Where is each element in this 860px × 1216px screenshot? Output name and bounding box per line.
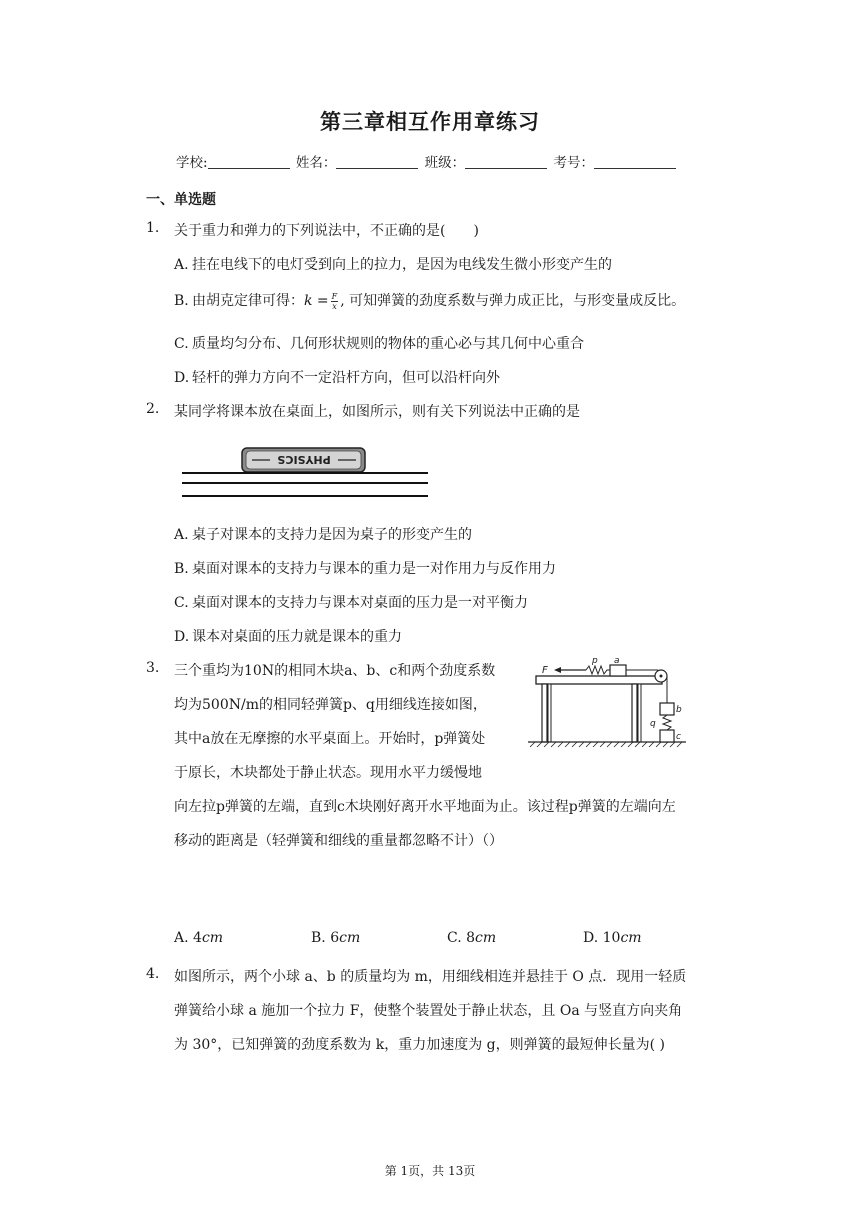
q2-book-figure (180, 444, 430, 500)
q3-line-4: 于原长，木块都处于静止状态。现用水平力缓慢地 (174, 765, 482, 781)
q3-option-b-unit: cm (339, 930, 361, 946)
q3-option-c-unit: cm (475, 930, 497, 946)
school-blank[interactable] (208, 154, 290, 169)
name-blank[interactable] (336, 154, 418, 169)
table-leg-left (542, 684, 547, 742)
label-b: b (676, 705, 682, 715)
spring-p (586, 666, 610, 674)
pulley-axle (660, 675, 663, 678)
q3-line-2: 均为500N/m的相同轻弹簧p、q用细线连接如图， (174, 697, 487, 713)
ground-hatch (530, 742, 682, 747)
class-label: 班级： (424, 155, 466, 171)
book-title-text: PHYSICS (277, 453, 331, 466)
q1-option-d-text: 轻杆的弹力方向不一定沿杆方向，但可以沿杆向外 (192, 370, 500, 386)
block-c (660, 730, 674, 742)
q2-option-a-text: 桌子对课本的支持力是因为桌子的形变产生的 (192, 527, 472, 543)
q1-stem: 关于重力和弹力的下列说法中，不正确的是( ) (174, 223, 479, 239)
page-title: 第三章相互作用章练习 (320, 110, 540, 134)
q2-option-a: A. 桌子对课本的支持力是因为桌子的形变产生的 (174, 527, 472, 543)
q1-option-b-pre: 由胡克定律可得： (192, 293, 304, 309)
q2-option-d: D. 课本对桌面的压力就是课本的重力 (174, 629, 402, 645)
q3-option-a: A. 4cm (174, 930, 224, 946)
q1-formula-lhs: k = (304, 293, 329, 309)
q1-option-c-text: 质量均匀分布、几何形状规则的物体的重心必与其几何中心重合 (192, 336, 584, 352)
q3-option-a-unit: cm (201, 930, 224, 946)
q3-line-3: 其中a放在无摩擦的水平桌面上。开始时，p弹簧处 (174, 731, 486, 747)
label-p: p (592, 656, 598, 666)
q2-stem: 某同学将课本放在桌面上，如图所示，则有关下列说法中正确的是 (174, 404, 580, 420)
q3-line-1: 三个重均为10N的相同木块a、b、c和两个劲度系数 (174, 663, 496, 679)
page-footer: 第 1页，共 13页 (384, 1164, 476, 1178)
table-top (536, 676, 662, 684)
q2-number: 2. (146, 401, 160, 417)
exam-no-blank[interactable] (594, 154, 676, 169)
label-c: c (676, 732, 681, 742)
q3-option-c-num: 8 (466, 930, 476, 946)
q1-formula-fraction (331, 292, 339, 311)
section-heading: 一、单选题 (146, 192, 216, 208)
q3-line-6: 移动的距离是（轻弹簧和细线的重量都忽略不计）（） (174, 833, 503, 849)
student-info-row (176, 151, 678, 171)
label-a: a (614, 656, 620, 666)
q3-option-d-num: 10 (602, 930, 621, 946)
q1-option-a: A. 挂在电线下的电灯受到向上的拉力，是因为电线发生微小形变产生的 (174, 257, 612, 273)
school-label: 学校: (176, 155, 208, 171)
q4-line-1: 如图所示，两个小球 a、b 的质量均为 m，用细线相连并悬挂于 O 点．现用一轻质 (174, 969, 687, 985)
q1-formula-num: F (331, 291, 338, 301)
q3-option-a-num: 4 (193, 930, 202, 946)
name-label: 姓名： (295, 155, 337, 171)
q2-option-d-text: 课本对桌面的压力就是课本的重力 (192, 629, 402, 645)
q1-option-a-text: 挂在电线下的电灯受到向上的拉力，是因为电线发生微小形变产生的 (192, 257, 612, 273)
q3-line-5: 向左拉p弹簧的左端，直到c木块刚好离开水平地面为止。该过程p弹簧的左端向左 (174, 799, 676, 815)
q1-option-c: C. 质量均匀分布、几何形状规则的物体的重心必与其几何中心重合 (174, 336, 584, 352)
q3-number: 3. (146, 660, 160, 676)
q4-number: 4. (146, 966, 160, 982)
block-b (660, 703, 674, 715)
table-leg-right-inner (638, 684, 641, 742)
table-leg-right (632, 684, 637, 742)
force-arrowhead (554, 667, 561, 673)
spring-q (663, 715, 671, 730)
q4-line-2: 弹簧给小球 a 施加一个拉力 F，使整个装置处于静止状态，且 Oa 与竖直方向夹角 (174, 1003, 683, 1019)
q4-line-3: 为 30°，已知弹簧的劲度系数为 k，重力加速度为 g，则弹簧的最短伸长量为( ) (174, 1037, 665, 1053)
q1-formula-den: x (332, 301, 337, 311)
class-blank[interactable] (465, 154, 547, 169)
q3-spring-figure (528, 656, 688, 748)
label-F: F (542, 665, 548, 676)
q2-option-b: B. 桌面对课本的支持力与课本的重力是一对作用力与反作用力 (174, 561, 556, 577)
q3-option-d-unit: cm (620, 930, 642, 946)
q3-option-d: D. 10cm (583, 930, 642, 946)
q2-option-c-text: 桌面对课本的支持力与课本对桌面的压力是一对平衡力 (192, 595, 528, 611)
table-leg-left-inner (548, 684, 551, 742)
q3-option-c: C. 8cm (447, 930, 497, 946)
q1-option-b-post: , 可知弹簧的劲度系数与弹力成正比，与形变量成反比。 (340, 293, 686, 309)
q1-option-b: B. 由胡克定律可得：k = $\frac{F}{x}$ , 可知弹簧的劲度系数与弹力成正比，与形变量成反比。 (174, 291, 686, 311)
q1-option-d: D. 轻杆的弹力方向不一定沿杆方向，但可以沿杆向外 (174, 370, 500, 386)
book-title (277, 453, 331, 466)
q1-number: 1. (146, 220, 160, 236)
exam-no-label: 考号： (553, 155, 594, 171)
label-q: q (650, 719, 656, 729)
q2-option-b-text: 桌面对课本的支持力与课本的重力是一对作用力与反作用力 (192, 561, 556, 577)
block-a (610, 665, 626, 676)
q3-option-b: B. 6cm (311, 930, 361, 946)
q3-option-b-num: 6 (330, 930, 340, 946)
q2-option-c: C. 桌面对课本的支持力与课本对桌面的压力是一对平衡力 (174, 595, 528, 611)
